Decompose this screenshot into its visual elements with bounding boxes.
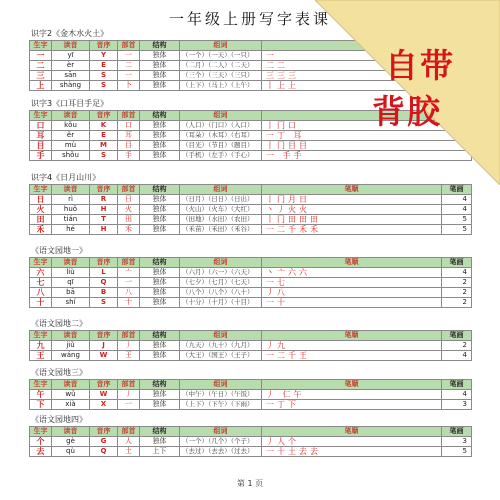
table-cell: J [90,341,118,351]
section-title: 识字4《日月山川》 [31,173,101,182]
table-cell: jiǔ [52,341,90,351]
table-cell: G [90,437,118,447]
column-header: 音序 [90,111,118,121]
stroke-count-cell: 4 [442,268,472,278]
table-cell: 禾 [118,225,140,235]
section-4 [29,245,471,308]
column-header: 生字 [30,380,52,390]
table-cell: 独体 [140,278,180,288]
table-header-row [30,331,472,341]
column-header: 组词 [180,185,262,195]
table-cell: W [90,351,118,361]
stroke-order-cell: 丨冂田田田 [262,215,442,225]
section-title: 《语文园地三》 [31,368,87,377]
table-cell: qù [52,447,90,457]
table-cell: 独体 [140,131,180,141]
character-cell: 午 [30,390,52,400]
character-table [29,184,472,235]
character-cell: 个 [30,437,52,447]
table-cell: W [90,390,118,400]
column-header: 笔画 [442,258,472,268]
table-cell: yī [52,51,90,61]
table-cell: L [90,268,118,278]
corner-text-line1: 自带 [385,46,455,85]
stroke-order-cell: 一十土去去 [262,447,442,457]
table-cell: 独体 [140,437,180,447]
character-cell: 上 [30,81,52,91]
column-header: 部首 [118,111,140,121]
table-cell: sān [52,71,90,81]
stroke-count-cell: 4 [442,205,472,215]
column-header: 部首 [118,41,140,51]
stroke-order-cell: 一二千王 [262,351,442,361]
stroke-count-cell: 4 [442,195,472,205]
table-cell: Y [90,51,118,61]
table-cell: M [90,141,118,151]
table-cell: （八个）（八个）（八十） [180,288,262,298]
table-cell: K [90,121,118,131]
table-cell: （十分）（十月）（十目） [180,298,262,308]
character-cell: 十 [30,298,52,308]
column-header: 笔画 [442,427,472,437]
column-header: 生字 [30,331,52,341]
table-row [30,437,472,447]
column-header: 部首 [118,258,140,268]
column-header: 音序 [90,331,118,341]
stroke-order-cell: 丨冂月日 [262,195,442,205]
table-cell: 卜 [118,81,140,91]
column-header: 部首 [118,380,140,390]
table-cell: 土 [118,447,140,457]
table-cell: 独体 [140,215,180,225]
stroke-count-cell: 2 [442,298,472,308]
table-cell: 独体 [140,151,180,161]
column-header: 读音 [52,380,90,390]
character-cell: 下 [30,400,52,410]
stroke-order-cell: 一七 [262,278,442,288]
table-cell: 目 [118,141,140,151]
column-header: 结构 [140,331,180,341]
section-title: 《语文园地四》 [31,415,87,424]
table-cell: （三个）（三天）（三只） [180,71,262,81]
table-cell: （目光）（节目）（题目） [180,141,262,151]
column-header: 音序 [90,380,118,390]
table-cell: （耳朵）（木耳）（右耳） [180,131,262,141]
stroke-order-cell: 一十 [262,298,442,308]
stroke-order-cell: 丿九 [262,341,442,351]
character-cell: 七 [30,278,52,288]
table-cell: （一个）（几个）（个子） [180,437,262,447]
section-title: 识字3《口耳目手足》 [31,99,109,108]
column-header: 音序 [90,427,118,437]
column-header: 结构 [140,380,180,390]
stroke-order-cell: 丨冂目目 [262,141,472,151]
column-header: 笔顺 [262,185,442,195]
column-header: 组词 [180,111,262,121]
character-cell: 火 [30,205,52,215]
table-cell: H [90,225,118,235]
table-cell: 人 [118,437,140,447]
table-row [30,390,472,400]
section-title: 识字2《金木水火土》 [31,29,109,38]
section-title: 《语文园地二》 [31,319,87,328]
table-cell: 二 [118,61,140,71]
table-cell: bā [52,288,90,298]
table-cell: Q [90,447,118,457]
table-cell: （二月）（二人）（二天） [180,61,262,71]
table-row [30,400,472,410]
table-cell: 日 [118,195,140,205]
stroke-count-cell: 2 [442,341,472,351]
table-cell: 独体 [140,195,180,205]
character-cell: 手 [30,151,52,161]
column-header: 笔画 [442,380,472,390]
character-cell: 禾 [30,225,52,235]
character-cell: 口 [30,121,52,131]
table-cell: 独体 [140,225,180,235]
table-row [30,268,472,278]
table-cell: S [90,81,118,91]
table-cell: mù [52,141,90,151]
table-cell: 独体 [140,205,180,215]
stroke-count-cell: 2 [442,278,472,288]
document-title: 一年级上册写字表课 [168,10,331,28]
column-header: 部首 [118,331,140,341]
table-cell: 独体 [140,341,180,351]
table-cell: 独体 [140,390,180,400]
stroke-order-cell: 一 手手 [262,151,472,161]
column-header: 笔画 [442,185,472,195]
column-header: 部首 [118,185,140,195]
table-cell: （大王）（国王）（王子） [180,351,262,361]
character-cell: 耳 [30,131,52,141]
stroke-count-cell: 3 [442,437,472,447]
table-cell: 独体 [140,351,180,361]
table-header-row [30,185,472,195]
table-cell: （六月）（六一）（六天） [180,268,262,278]
table-cell: shí [52,298,90,308]
table-cell: E [90,61,118,71]
character-table [29,257,472,308]
column-header: 音序 [90,41,118,51]
table-cell: ěr [52,131,90,141]
table-cell: 口 [118,121,140,131]
section-5 [29,318,471,361]
table-cell: X [90,400,118,410]
table-cell: 独体 [140,268,180,278]
character-cell: 田 [30,215,52,225]
table-row [30,298,472,308]
table-cell: 田 [118,215,140,225]
table-cell: 火 [118,205,140,215]
table-cell: xià [52,400,90,410]
table-cell: 独体 [140,400,180,410]
section-6 [29,367,471,410]
table-cell: （手机）（左手）（手心） [180,151,262,161]
character-cell: 一 [30,51,52,61]
table-row [30,351,472,361]
table-cell: shǒu [52,151,90,161]
table-cell: 亠 [118,268,140,278]
stroke-order-cell: 丨冂口 [262,121,472,131]
table-cell: huǒ [52,205,90,215]
column-header: 读音 [52,258,90,268]
table-cell: tián [52,215,90,225]
table-cell: 独体 [140,141,180,151]
column-header: 音序 [90,258,118,268]
stroke-order-cell: 丨上上 [262,81,472,91]
table-cell: E [90,131,118,141]
stroke-order-cell: 二二 [262,61,472,71]
table-cell: 丿 [118,390,140,400]
character-cell: 目 [30,141,52,151]
table-cell: S [90,71,118,81]
table-cell: （七夕）（七月）（七天） [180,278,262,288]
table-cell: 独体 [140,71,180,81]
table-cell: wǔ [52,390,90,400]
table-cell: 一 [118,51,140,61]
table-cell: 独体 [140,288,180,298]
column-header: 组词 [180,41,262,51]
table-cell: 丿 [118,341,140,351]
stroke-order-cell: 丶丿火火 [262,205,442,215]
table-cell: （人口）（门口）（入口） [180,121,262,131]
table-cell: 一 [118,400,140,410]
column-header: 结构 [140,427,180,437]
stroke-order-cell: 丿 仁午 [262,390,442,400]
column-header: 部首 [118,427,140,437]
column-header: 生字 [30,427,52,437]
stroke-count-cell: 5 [442,225,472,235]
column-header: 组词 [180,427,262,437]
section-7 [29,414,471,457]
table-cell: 独体 [140,81,180,91]
table-cell: rì [52,195,90,205]
table-cell: （火山）（火车）（大红） [180,205,262,215]
table-cell: gè [52,437,90,447]
stroke-count-cell: 5 [442,215,472,225]
table-header-row [30,380,472,390]
table-cell: 一 [118,71,140,81]
column-header: 笔顺 [262,331,442,341]
stroke-count-cell: 2 [442,288,472,298]
column-header: 结构 [140,185,180,195]
column-header: 读音 [52,427,90,437]
table-cell: 耳 [118,131,140,141]
character-table [29,426,472,457]
table-cell: S [90,151,118,161]
table-cell: T [90,215,118,225]
character-cell: 去 [30,447,52,457]
column-header: 生字 [30,41,52,51]
table-cell: （上下）（下午）（下雨） [180,400,262,410]
character-cell: 日 [30,195,52,205]
character-table [29,330,472,361]
character-cell: 三 [30,71,52,81]
table-cell: R [90,195,118,205]
table-cell: （去过）（去去）（过去） [180,447,262,457]
stroke-count-cell: 4 [442,351,472,361]
page-footer: 第 1 页 [236,479,264,488]
column-header: 组词 [180,331,262,341]
table-cell: qī [52,278,90,288]
corner-text-line2: 背胶 [372,92,442,131]
column-header: 读音 [52,331,90,341]
column-header: 组词 [180,380,262,390]
table-cell: 独体 [140,298,180,308]
column-header: 音序 [90,185,118,195]
column-header: 结构 [140,41,180,51]
table-cell: 八 [118,288,140,298]
character-cell: 六 [30,268,52,278]
column-header: 笔顺 [262,380,442,390]
character-cell: 二 [30,61,52,71]
column-header: 组词 [180,258,262,268]
character-table [29,379,472,410]
stroke-order-cell: 三三三 [262,71,472,81]
stroke-count-cell: 3 [442,400,472,410]
table-header-row [30,427,472,437]
stroke-order-cell: 一丁 耳 [262,131,472,141]
table-cell: 独体 [140,121,180,131]
character-cell: 九 [30,341,52,351]
table-cell: èr [52,61,90,71]
table-cell: B [90,288,118,298]
column-header: 笔顺 [262,427,442,437]
table-row [30,341,472,351]
stroke-count-cell: 5 [442,447,472,457]
table-cell: liù [52,268,90,278]
character-cell: 八 [30,288,52,298]
stroke-order-cell: 丶亠六六 [262,268,442,278]
table-cell: （上下）（马上）（上午） [180,81,262,91]
table-cell: （日月）（日日）（日出） [180,195,262,205]
column-header: 读音 [52,41,90,51]
column-header: 读音 [52,185,90,195]
table-cell: kǒu [52,121,90,131]
column-header: 生字 [30,258,52,268]
table-row [30,205,472,215]
table-header-row [30,258,472,268]
table-row [30,447,472,457]
stroke-count-cell: 4 [442,390,472,400]
table-row [30,225,472,235]
column-header: 读音 [52,111,90,121]
table-row [30,195,472,205]
column-header: 笔顺 [262,258,442,268]
column-header: 结构 [140,258,180,268]
table-cell: 一 [118,278,140,288]
table-cell: H [90,205,118,215]
column-header: 生字 [30,185,52,195]
column-header: 生字 [30,111,52,121]
table-cell: 王 [118,351,140,361]
table-cell: Q [90,278,118,288]
table-row [30,215,472,225]
table-cell: 独体 [140,51,180,61]
table-cell: （中午）（午日）（午饭） [180,390,262,400]
table-cell: 十 [118,298,140,308]
stroke-order-cell: 一丁下 [262,400,442,410]
stroke-order-cell: 一 [262,51,472,61]
table-cell: 手 [118,151,140,161]
table-cell: （田地）（水田）（农田） [180,215,262,225]
section-title: 《语文园地一》 [31,246,87,255]
table-cell: （禾苗）（禾田）（禾谷） [180,225,262,235]
table-cell: S [90,298,118,308]
table-cell: （一个）（一天）（一只） [180,51,262,61]
stroke-order-cell: 丿八 [262,288,442,298]
table-row [30,288,472,298]
column-header: 结构 [140,111,180,121]
table-cell: 上下 [140,447,180,457]
character-cell: 王 [30,351,52,361]
column-header: 笔画 [442,331,472,341]
table-cell: 独体 [140,61,180,71]
table-cell: shàng [52,81,90,91]
stroke-order-cell: 一二千禾禾 [262,225,442,235]
table-cell: hé [52,225,90,235]
table-cell: wáng [52,351,90,361]
table-row [30,278,472,288]
table-cell: （九天）（九十）（九月） [180,341,262,351]
stroke-order-cell: 丿人个 [262,437,442,447]
